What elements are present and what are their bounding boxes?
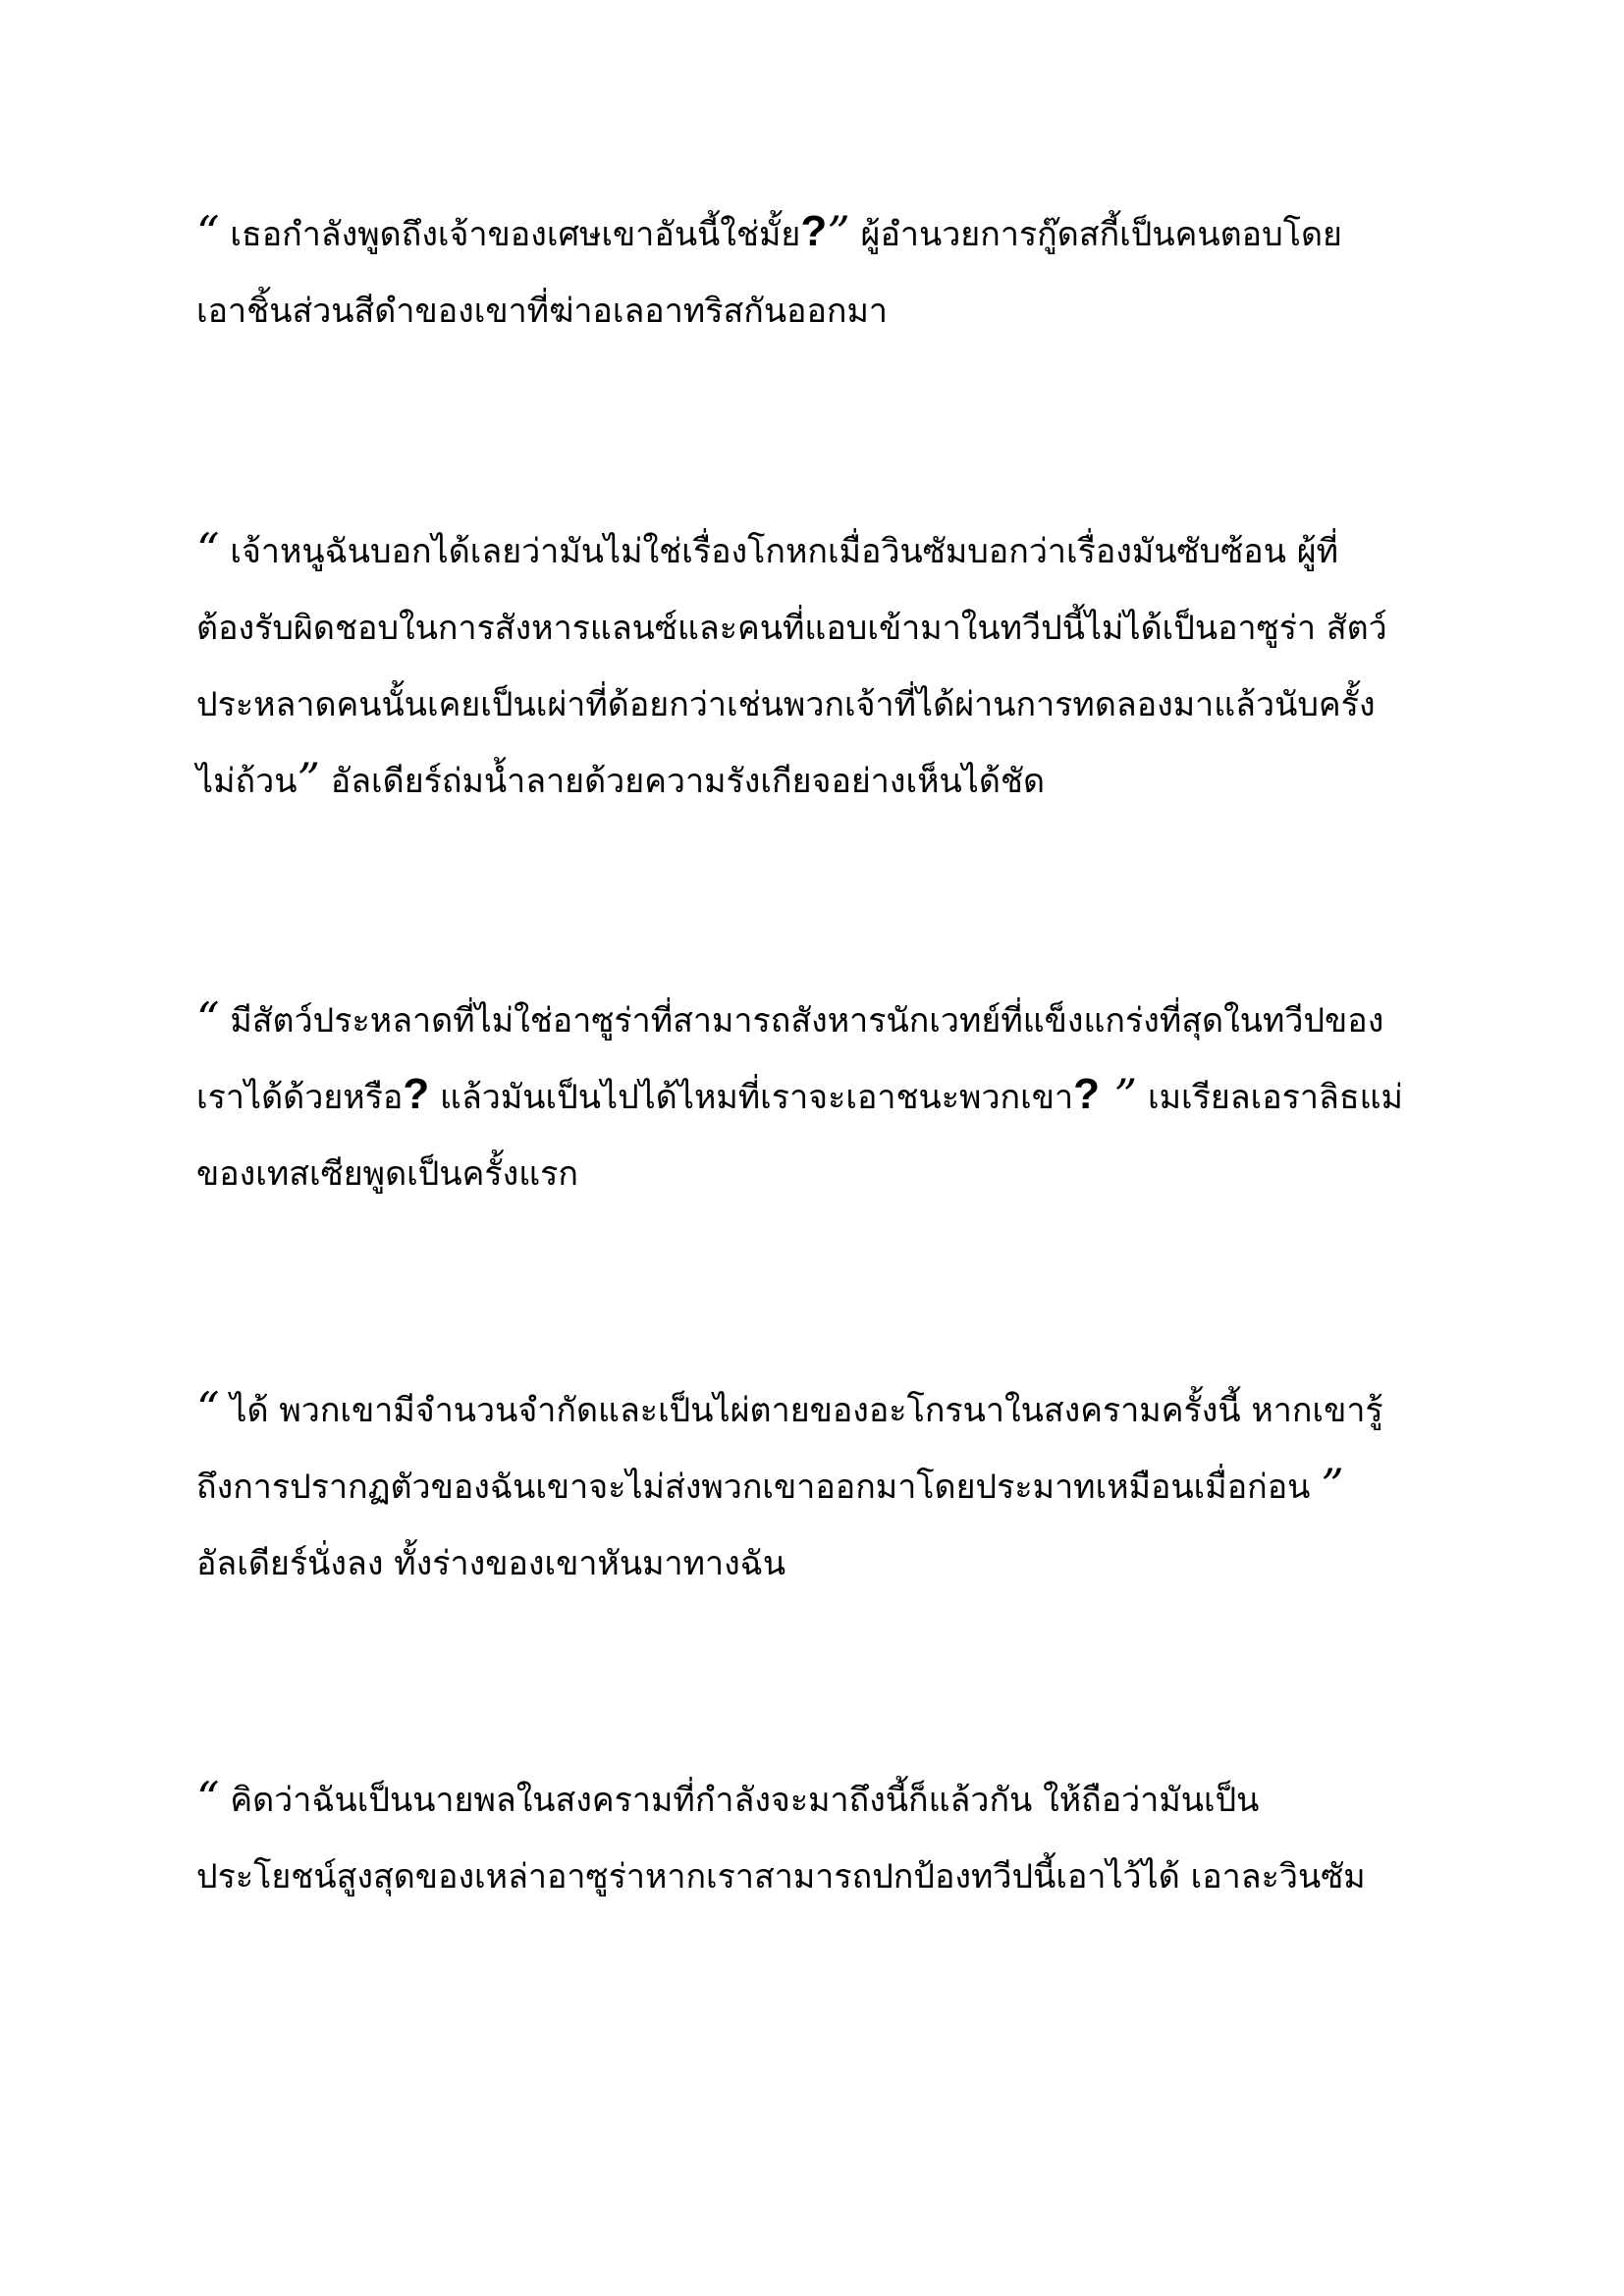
line-text: อัลเดียร์นั่งลง ทั้งร่างของเขาหันมาทางฉัน bbox=[196, 1544, 786, 1583]
paragraph-2 bbox=[196, 513, 1387, 820]
paragraph-line bbox=[196, 1525, 1383, 1602]
line-text: เอาชิ้นส่วนสีดำของเขาที่ฆ่าอเลอาทริสกันออกมา bbox=[196, 292, 888, 331]
close-quote: ” bbox=[1321, 1459, 1344, 1512]
paragraph-5 bbox=[196, 1762, 1366, 1915]
line-text: ประโยชน์สูงสุดของเหล่าอาซูร่าหากเราสามารถปกป้องทวีปนี้เอาไว้ได้ เอาละวินซัม bbox=[196, 1857, 1366, 1896]
line-text: เจ้าหนูฉันบอกได้เลยว่ามันไม่ใช่เรื่องโกหกเมื่อวินซัมบอกว่าเรื่องมันซับซ้อน ผู้ที่ bbox=[219, 532, 1339, 571]
line-text: ได้ พวกเขามีจำนวนจำกัดและเป็นไผ่ตายของอะโกรนาในสงครามครั้งนี้ หากเขารู้ bbox=[219, 1391, 1383, 1430]
line-text: ถึงการปรากฏตัวของฉันเขาจะไม่ส่งพวกเขาออกมาโดยประมาทเหมือนเมื่อก่อน bbox=[196, 1468, 1322, 1507]
line-text: ต้องรับผิดชอบในการสังหารแลนซ์และคนที่แอบเข้ามาในทวีปนี้ไม่ได้เป็นอาซูร่า สัตว์ bbox=[196, 609, 1387, 648]
open-quote: “ bbox=[196, 523, 220, 576]
paragraph-line bbox=[196, 590, 1387, 667]
line-text: ประหลาดคนนั้นเคยเป็นเผ่าที่ด้อยกว่าเช่นพวกเจ้าที่ได้ผ่านการทดลองมาแล้วนับครั้ง bbox=[196, 685, 1376, 724]
question-mark: ? bbox=[1073, 1070, 1100, 1118]
paragraph-line bbox=[196, 1372, 1383, 1449]
open-quote: “ bbox=[196, 1382, 220, 1435]
paragraph-1 bbox=[196, 196, 1342, 349]
close-quote: ” bbox=[1100, 1069, 1138, 1122]
line-text: แล้วมันเป็นไปได้ไหมที่เราจะเอาชนะพวกเขา bbox=[429, 1078, 1074, 1117]
paragraph-line bbox=[196, 513, 1387, 590]
paragraph-line bbox=[196, 273, 1342, 349]
paragraph-3 bbox=[196, 983, 1403, 1212]
paragraph-line bbox=[196, 667, 1387, 743]
question-mark: ? bbox=[403, 1070, 430, 1118]
close-quote: ” bbox=[827, 206, 850, 259]
open-quote: “ bbox=[196, 1772, 220, 1825]
paragraph-line bbox=[196, 196, 1342, 273]
line-text: เธอกำลังพูดถึงเจ้าของเศษเขาอันนี้ใช่มั้ย bbox=[219, 215, 801, 254]
line-text: เมเรียลเอราลิธแม่ bbox=[1137, 1078, 1403, 1117]
paragraph-line bbox=[196, 1136, 1403, 1212]
close-quote: ” bbox=[297, 753, 320, 806]
paragraph-line bbox=[196, 983, 1403, 1059]
line-text: ของเทสเซียพูดเป็นครั้งแรก bbox=[196, 1154, 578, 1194]
paragraph-line bbox=[196, 1839, 1366, 1915]
paragraph-line bbox=[196, 1762, 1366, 1839]
paragraph-line bbox=[196, 743, 1387, 820]
open-quote: “ bbox=[196, 206, 220, 259]
line-text: คิดว่าฉันเป็นนายพลในสงครามที่กำลังจะมาถึงนี้ก็แล้วกัน ให้ถือว่ามันเป็น bbox=[219, 1781, 1260, 1820]
line-text: มีสัตว์ประหลาดที่ไม่ใช่อาซูร่าที่สามารถสังหารนักเวทย์ที่แข็งแกร่งที่สุดในทวีปของ bbox=[219, 1001, 1384, 1041]
line-text: เราได้ด้วยหรือ bbox=[196, 1078, 404, 1117]
line-text: ผู้อำนวยการกู๊ดสกี้เป็นคนตอบโดย bbox=[849, 215, 1342, 254]
line-text: ไม่ถ้วน bbox=[196, 762, 298, 801]
line-text: อัลเดียร์ถ่มน้ำลายด้วยความรังเกียจอย่างเห็นได้ชัด bbox=[319, 762, 1046, 801]
paragraph-4 bbox=[196, 1372, 1383, 1602]
paragraph-line bbox=[196, 1449, 1383, 1525]
question-mark: ? bbox=[800, 207, 828, 255]
open-quote: “ bbox=[196, 992, 220, 1045]
paragraph-line bbox=[196, 1059, 1403, 1136]
